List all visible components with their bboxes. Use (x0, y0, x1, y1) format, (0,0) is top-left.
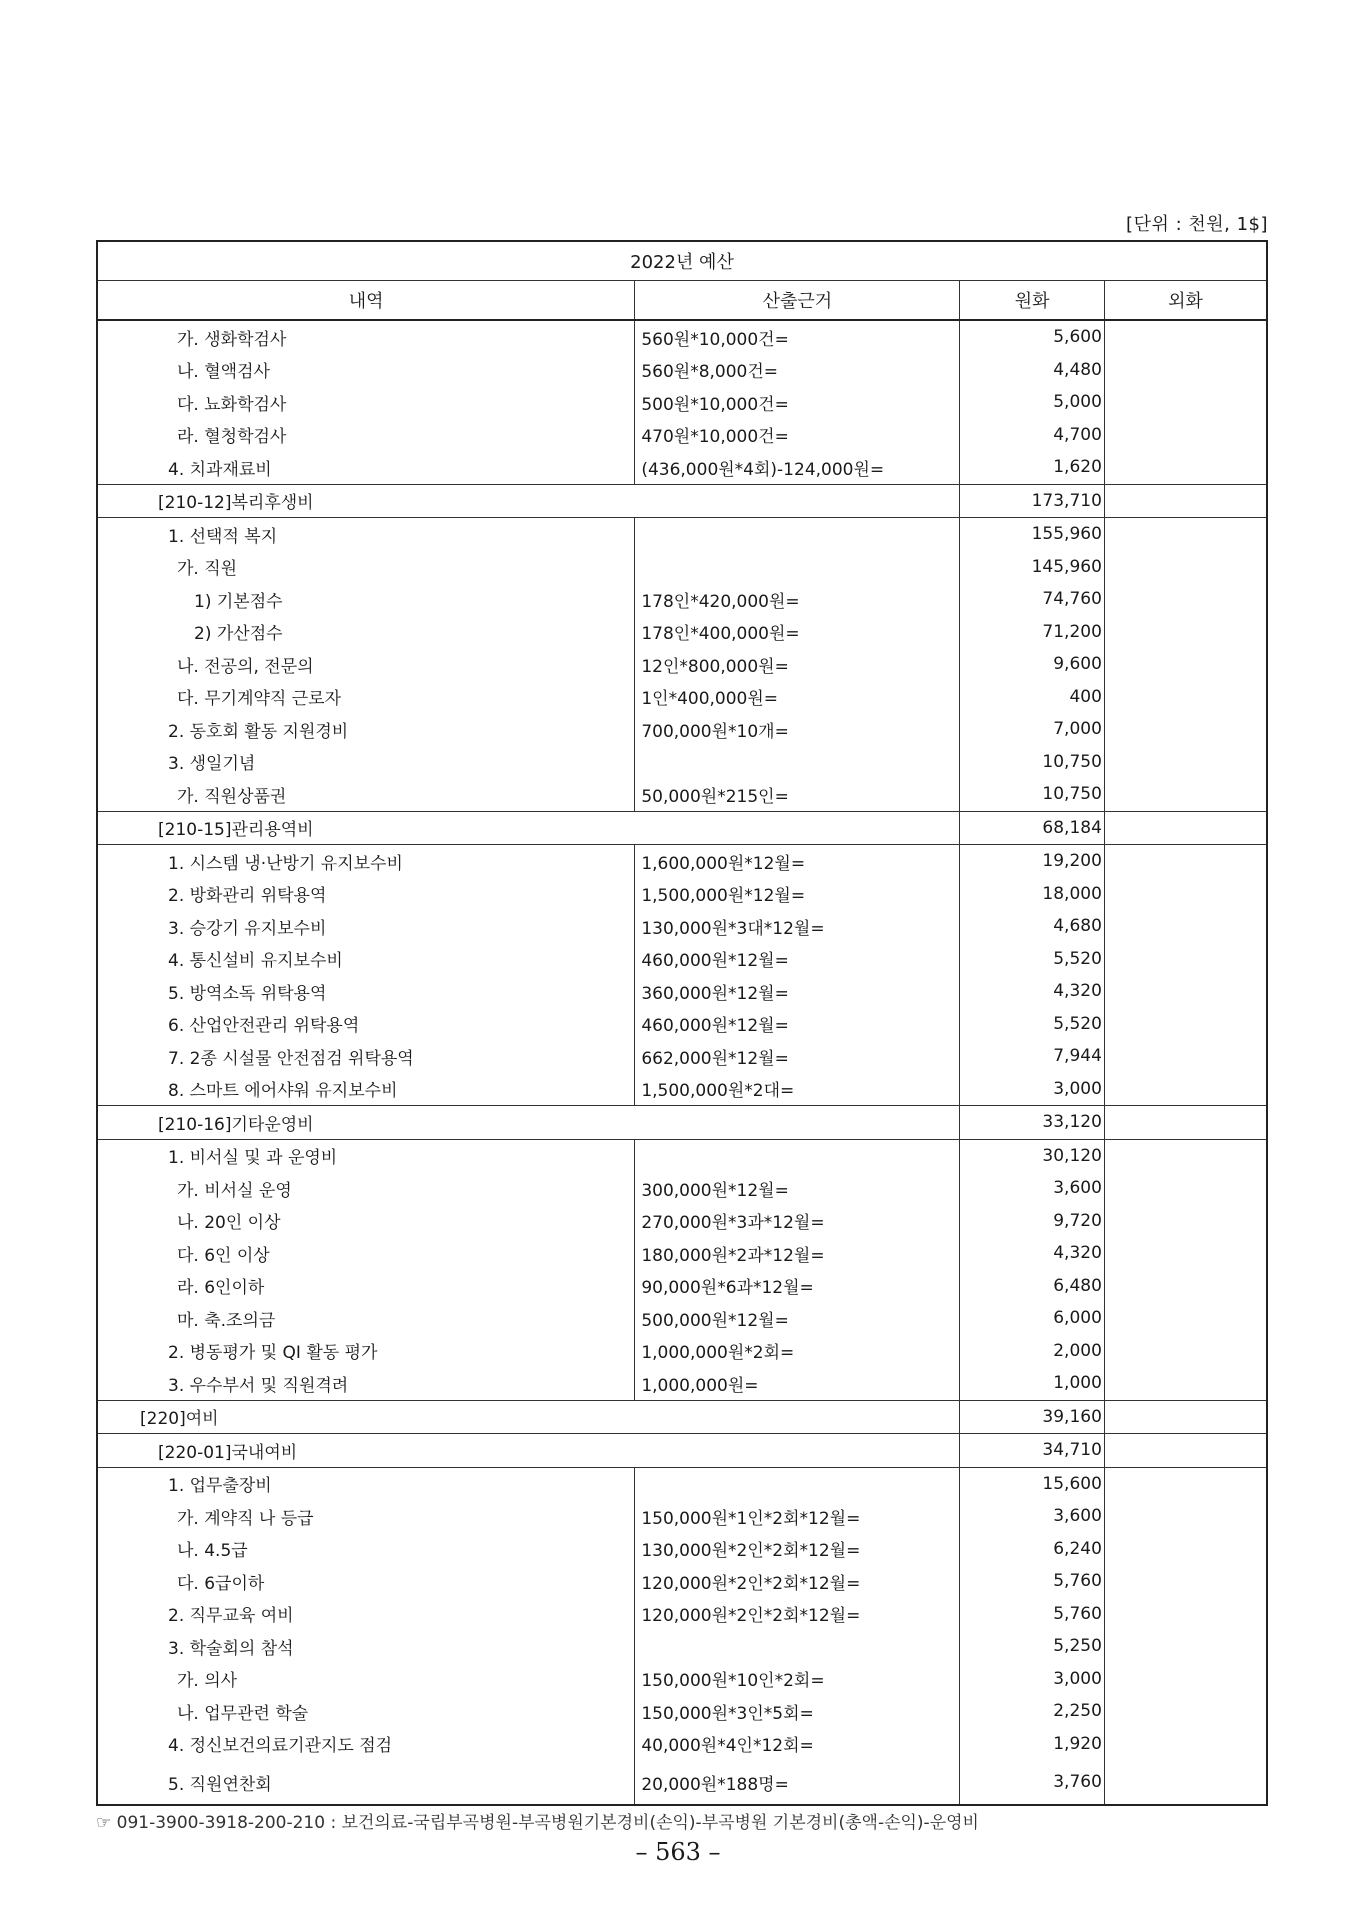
item-basis: 178인*420,000원= (635, 583, 960, 616)
item-krw-amount: 3,000 (960, 1663, 1104, 1696)
item-basis: 40,000원*4인*12회= (635, 1728, 960, 1761)
item-basis: 360,000원*12월= (635, 975, 960, 1008)
item-basis: 1,000,000원= (635, 1367, 960, 1400)
item-name: 2. 직무교육 여비 (97, 1598, 635, 1631)
item-krw-amount: 68,184 (960, 811, 1104, 845)
item-name: 8. 스마트 에어샤워 유지보수비 (97, 1073, 635, 1106)
table-row (97, 1139, 1267, 1172)
item-name: 2. 동호회 활동 지원경비 (97, 713, 635, 746)
table-row (97, 681, 1267, 714)
item-basis: 150,000원*1인*2회*12월= (635, 1500, 960, 1533)
item-name: 4. 치과재료비 (97, 451, 635, 484)
item-name: 가. 직원 (97, 551, 635, 584)
item-fx-amount (1104, 1598, 1267, 1631)
item-krw-amount: 39,160 (960, 1400, 1104, 1434)
item-basis: 560원*10,000건= (635, 320, 960, 354)
item-name: 마. 축.조의금 (97, 1302, 635, 1335)
item-basis (635, 1139, 960, 1172)
unit-note: [단위 : 천원, 1$] (1126, 214, 1268, 235)
item-fx-amount (1104, 1172, 1267, 1205)
table-row (97, 1565, 1267, 1598)
item-fx-amount (1104, 1335, 1267, 1368)
item-krw-amount: 145,960 (960, 551, 1104, 584)
item-name: [210-12]복리후생비 (97, 484, 960, 518)
table-row (97, 1630, 1267, 1663)
item-krw-amount: 6,480 (960, 1270, 1104, 1303)
item-name: 1. 시스템 냉·난방기 유지보수비 (97, 845, 635, 878)
item-krw-amount: 1,620 (960, 451, 1104, 484)
item-krw-amount: 1,000 (960, 1367, 1104, 1400)
table-row (97, 1205, 1267, 1238)
item-name: 5. 방역소독 위탁용역 (97, 975, 635, 1008)
table-row (97, 1533, 1267, 1566)
item-fx-amount (1104, 1434, 1267, 1468)
table-row (97, 583, 1267, 616)
item-krw-amount: 4,680 (960, 910, 1104, 943)
item-krw-amount: 9,720 (960, 1205, 1104, 1238)
table-row (97, 910, 1267, 943)
table-row (97, 943, 1267, 976)
table-row (97, 1728, 1267, 1761)
item-krw-amount: 5,250 (960, 1630, 1104, 1663)
item-krw-amount: 10,750 (960, 746, 1104, 779)
item-krw-amount: 74,760 (960, 583, 1104, 616)
item-krw-amount: 6,000 (960, 1302, 1104, 1335)
item-fx-amount (1104, 681, 1267, 714)
table-row (97, 616, 1267, 649)
item-basis (635, 1630, 960, 1663)
item-basis: 180,000원*2과*12월= (635, 1237, 960, 1270)
table-row (97, 746, 1267, 779)
item-basis: 20,000원*188명= (635, 1760, 960, 1805)
item-fx-amount (1104, 1500, 1267, 1533)
table-row (97, 1073, 1267, 1106)
item-fx-amount (1104, 1040, 1267, 1073)
item-name: 라. 6인이하 (97, 1270, 635, 1303)
table-row (97, 354, 1267, 387)
item-fx-amount (1104, 1367, 1267, 1400)
item-krw-amount: 2,250 (960, 1695, 1104, 1728)
item-name: 다. 뇨화학검사 (97, 386, 635, 419)
item-basis: 120,000원*2인*2회*12월= (635, 1598, 960, 1631)
budget-table (96, 240, 1268, 1806)
table-row (97, 1270, 1267, 1303)
item-fx-amount (1104, 910, 1267, 943)
item-fx-amount (1104, 811, 1267, 845)
item-krw-amount: 7,000 (960, 713, 1104, 746)
item-fx-amount (1104, 320, 1267, 354)
table-row (97, 1237, 1267, 1270)
item-basis (635, 551, 960, 584)
item-fx-amount (1104, 943, 1267, 976)
item-basis: 662,000원*12월= (635, 1040, 960, 1073)
table-row (97, 1760, 1267, 1805)
item-basis: 1인*400,000원= (635, 681, 960, 714)
item-basis: 50,000원*215인= (635, 778, 960, 811)
item-basis: 470원*10,000건= (635, 419, 960, 452)
item-krw-amount: 5,000 (960, 386, 1104, 419)
item-name: [220-01]국내여비 (97, 1434, 960, 1468)
item-krw-amount: 173,710 (960, 484, 1104, 518)
section-row (97, 484, 1267, 518)
item-fx-amount (1104, 518, 1267, 551)
item-fx-amount (1104, 419, 1267, 452)
item-basis: 1,600,000원*12월= (635, 845, 960, 878)
item-name: 가. 비서실 운영 (97, 1172, 635, 1205)
item-basis: (436,000원*4회)-124,000원= (635, 451, 960, 484)
item-name: 가. 생화학검사 (97, 320, 635, 354)
item-krw-amount: 33,120 (960, 1106, 1104, 1140)
table-row (97, 320, 1267, 354)
item-name: 나. 4.5급 (97, 1533, 635, 1566)
page-number: – 563 – (635, 1838, 721, 1866)
item-krw-amount: 5,760 (960, 1565, 1104, 1598)
item-krw-amount: 155,960 (960, 518, 1104, 551)
table-row (97, 1500, 1267, 1533)
item-fx-amount (1104, 778, 1267, 811)
item-basis: 500원*10,000건= (635, 386, 960, 419)
item-name: 4. 정신보건의료기관지도 점검 (97, 1728, 635, 1761)
item-name: 1. 업무출장비 (97, 1467, 635, 1500)
table-row (97, 1008, 1267, 1041)
item-fx-amount (1104, 1205, 1267, 1238)
item-name: 1) 기본점수 (97, 583, 635, 616)
table-row (97, 648, 1267, 681)
item-fx-amount (1104, 583, 1267, 616)
item-name: 7. 2종 시설물 안전점검 위탁용역 (97, 1040, 635, 1073)
item-fx-amount (1104, 354, 1267, 387)
item-name: 가. 의사 (97, 1663, 635, 1696)
item-name: 2. 병동평가 및 QI 활동 평가 (97, 1335, 635, 1368)
table-row (97, 386, 1267, 419)
header-basis: 산출근거 (635, 281, 960, 321)
table-title: 2022년 예산 (97, 241, 1267, 281)
item-name: [220]여비 (97, 1400, 960, 1434)
item-fx-amount (1104, 1728, 1267, 1761)
item-krw-amount: 19,200 (960, 845, 1104, 878)
item-fx-amount (1104, 1073, 1267, 1106)
item-basis: 12인*800,000원= (635, 648, 960, 681)
item-basis: 500,000원*12월= (635, 1302, 960, 1335)
item-fx-amount (1104, 1663, 1267, 1696)
item-name: 나. 업무관련 학술 (97, 1695, 635, 1728)
table-row (97, 1172, 1267, 1205)
item-fx-amount (1104, 1400, 1267, 1434)
item-name: 2. 방화관리 위탁용역 (97, 878, 635, 911)
item-krw-amount: 4,320 (960, 975, 1104, 1008)
item-krw-amount: 5,600 (960, 320, 1104, 354)
item-basis: 1,000,000원*2회= (635, 1335, 960, 1368)
item-krw-amount: 3,600 (960, 1500, 1104, 1533)
budget-body (97, 320, 1267, 1805)
table-row (97, 1040, 1267, 1073)
item-krw-amount: 400 (960, 681, 1104, 714)
item-basis: 1,500,000원*12월= (635, 878, 960, 911)
item-name: 4. 통신설비 유지보수비 (97, 943, 635, 976)
item-fx-amount (1104, 1139, 1267, 1172)
item-name: 가. 계약직 나 등급 (97, 1500, 635, 1533)
item-krw-amount: 34,710 (960, 1434, 1104, 1468)
item-fx-amount (1104, 551, 1267, 584)
item-fx-amount (1104, 878, 1267, 911)
item-basis: 130,000원*3대*12월= (635, 910, 960, 943)
item-fx-amount (1104, 1565, 1267, 1598)
header-name: 내역 (97, 281, 635, 321)
item-krw-amount: 7,944 (960, 1040, 1104, 1073)
table-row (97, 419, 1267, 452)
table-row (97, 1695, 1267, 1728)
item-name: 나. 혈액검사 (97, 354, 635, 387)
item-basis: 460,000원*12월= (635, 943, 960, 976)
item-krw-amount: 5,760 (960, 1598, 1104, 1631)
item-name: 2) 가산점수 (97, 616, 635, 649)
item-krw-amount: 2,000 (960, 1335, 1104, 1368)
item-krw-amount: 3,760 (960, 1760, 1104, 1805)
item-krw-amount: 5,520 (960, 943, 1104, 976)
item-basis: 178인*400,000원= (635, 616, 960, 649)
section-row (97, 1400, 1267, 1434)
item-fx-amount (1104, 1106, 1267, 1140)
table-row (97, 551, 1267, 584)
item-krw-amount: 1,920 (960, 1728, 1104, 1761)
item-name: [210-16]기타운영비 (97, 1106, 960, 1140)
item-name: 3. 승강기 유지보수비 (97, 910, 635, 943)
table-row (97, 1302, 1267, 1335)
table-row (97, 778, 1267, 811)
item-basis (635, 1467, 960, 1500)
item-krw-amount: 3,000 (960, 1073, 1104, 1106)
item-fx-amount (1104, 1237, 1267, 1270)
item-basis: 120,000원*2인*2회*12월= (635, 1565, 960, 1598)
item-basis: 560원*8,000건= (635, 354, 960, 387)
item-fx-amount (1104, 386, 1267, 419)
item-fx-amount (1104, 484, 1267, 518)
item-basis: 90,000원*6과*12월= (635, 1270, 960, 1303)
table-row (97, 1467, 1267, 1500)
item-basis (635, 746, 960, 779)
item-fx-amount (1104, 1630, 1267, 1663)
table-row (97, 1367, 1267, 1400)
item-krw-amount: 4,700 (960, 419, 1104, 452)
item-krw-amount: 15,600 (960, 1467, 1104, 1500)
item-name: [210-15]관리용역비 (97, 811, 960, 845)
item-name: 5. 직원연찬회 (97, 1760, 635, 1805)
item-krw-amount: 4,320 (960, 1237, 1104, 1270)
item-name: 다. 6인 이상 (97, 1237, 635, 1270)
table-row (97, 1335, 1267, 1368)
table-row (97, 451, 1267, 484)
item-basis: 130,000원*2인*2회*12월= (635, 1533, 960, 1566)
header-krw: 원화 (960, 281, 1104, 321)
item-krw-amount: 10,750 (960, 778, 1104, 811)
item-name: 라. 혈청학검사 (97, 419, 635, 452)
section-row (97, 1106, 1267, 1140)
table-row (97, 1663, 1267, 1696)
item-fx-amount (1104, 1533, 1267, 1566)
item-name: 나. 20인 이상 (97, 1205, 635, 1238)
table-row (97, 878, 1267, 911)
item-fx-amount (1104, 1008, 1267, 1041)
item-fx-amount (1104, 845, 1267, 878)
item-krw-amount: 9,600 (960, 648, 1104, 681)
item-krw-amount: 30,120 (960, 1139, 1104, 1172)
item-name: 1. 선택적 복지 (97, 518, 635, 551)
section-row (97, 811, 1267, 845)
item-basis: 150,000원*10인*2회= (635, 1663, 960, 1696)
item-krw-amount: 5,520 (960, 1008, 1104, 1041)
item-krw-amount: 6,240 (960, 1533, 1104, 1566)
item-basis: 700,000원*10개= (635, 713, 960, 746)
item-basis: 460,000원*12월= (635, 1008, 960, 1041)
item-basis: 150,000원*3인*5회= (635, 1695, 960, 1728)
header-fx: 외화 (1104, 281, 1267, 321)
item-basis: 300,000원*12월= (635, 1172, 960, 1205)
item-fx-amount (1104, 713, 1267, 746)
item-name: 다. 6급이하 (97, 1565, 635, 1598)
item-name: 3. 학술회의 참석 (97, 1630, 635, 1663)
item-name: 1. 비서실 및 과 운영비 (97, 1139, 635, 1172)
item-krw-amount: 4,480 (960, 354, 1104, 387)
item-krw-amount: 71,200 (960, 616, 1104, 649)
item-fx-amount (1104, 975, 1267, 1008)
item-fx-amount (1104, 451, 1267, 484)
item-krw-amount: 3,600 (960, 1172, 1104, 1205)
item-name: 다. 무기계약직 근로자 (97, 681, 635, 714)
section-row (97, 1434, 1267, 1468)
item-name: 6. 산업안전관리 위탁용역 (97, 1008, 635, 1041)
item-krw-amount: 18,000 (960, 878, 1104, 911)
item-fx-amount (1104, 1467, 1267, 1500)
table-row (97, 518, 1267, 551)
item-name: 3. 생일기념 (97, 746, 635, 779)
item-fx-amount (1104, 1695, 1267, 1728)
table-row (97, 713, 1267, 746)
item-fx-amount (1104, 1270, 1267, 1303)
item-name: 가. 직원상품권 (97, 778, 635, 811)
item-name: 3. 우수부서 및 직원격려 (97, 1367, 635, 1400)
item-name: 나. 전공의, 전문의 (97, 648, 635, 681)
item-basis (635, 518, 960, 551)
item-basis: 270,000원*3과*12월= (635, 1205, 960, 1238)
table-row (97, 975, 1267, 1008)
item-fx-amount (1104, 1760, 1267, 1805)
item-basis: 1,500,000원*2대= (635, 1073, 960, 1106)
table-row (97, 1598, 1267, 1631)
item-fx-amount (1104, 1302, 1267, 1335)
item-fx-amount (1104, 616, 1267, 649)
footnote: ☞ 091-3900-3918-200-210 : 보건의료-국립부곡병원-부곡병원기본경비(손익)-부곡병원 기본경비(총액-손익)-운영비 (96, 1813, 979, 1833)
item-fx-amount (1104, 746, 1267, 779)
item-fx-amount (1104, 648, 1267, 681)
table-row (97, 845, 1267, 878)
